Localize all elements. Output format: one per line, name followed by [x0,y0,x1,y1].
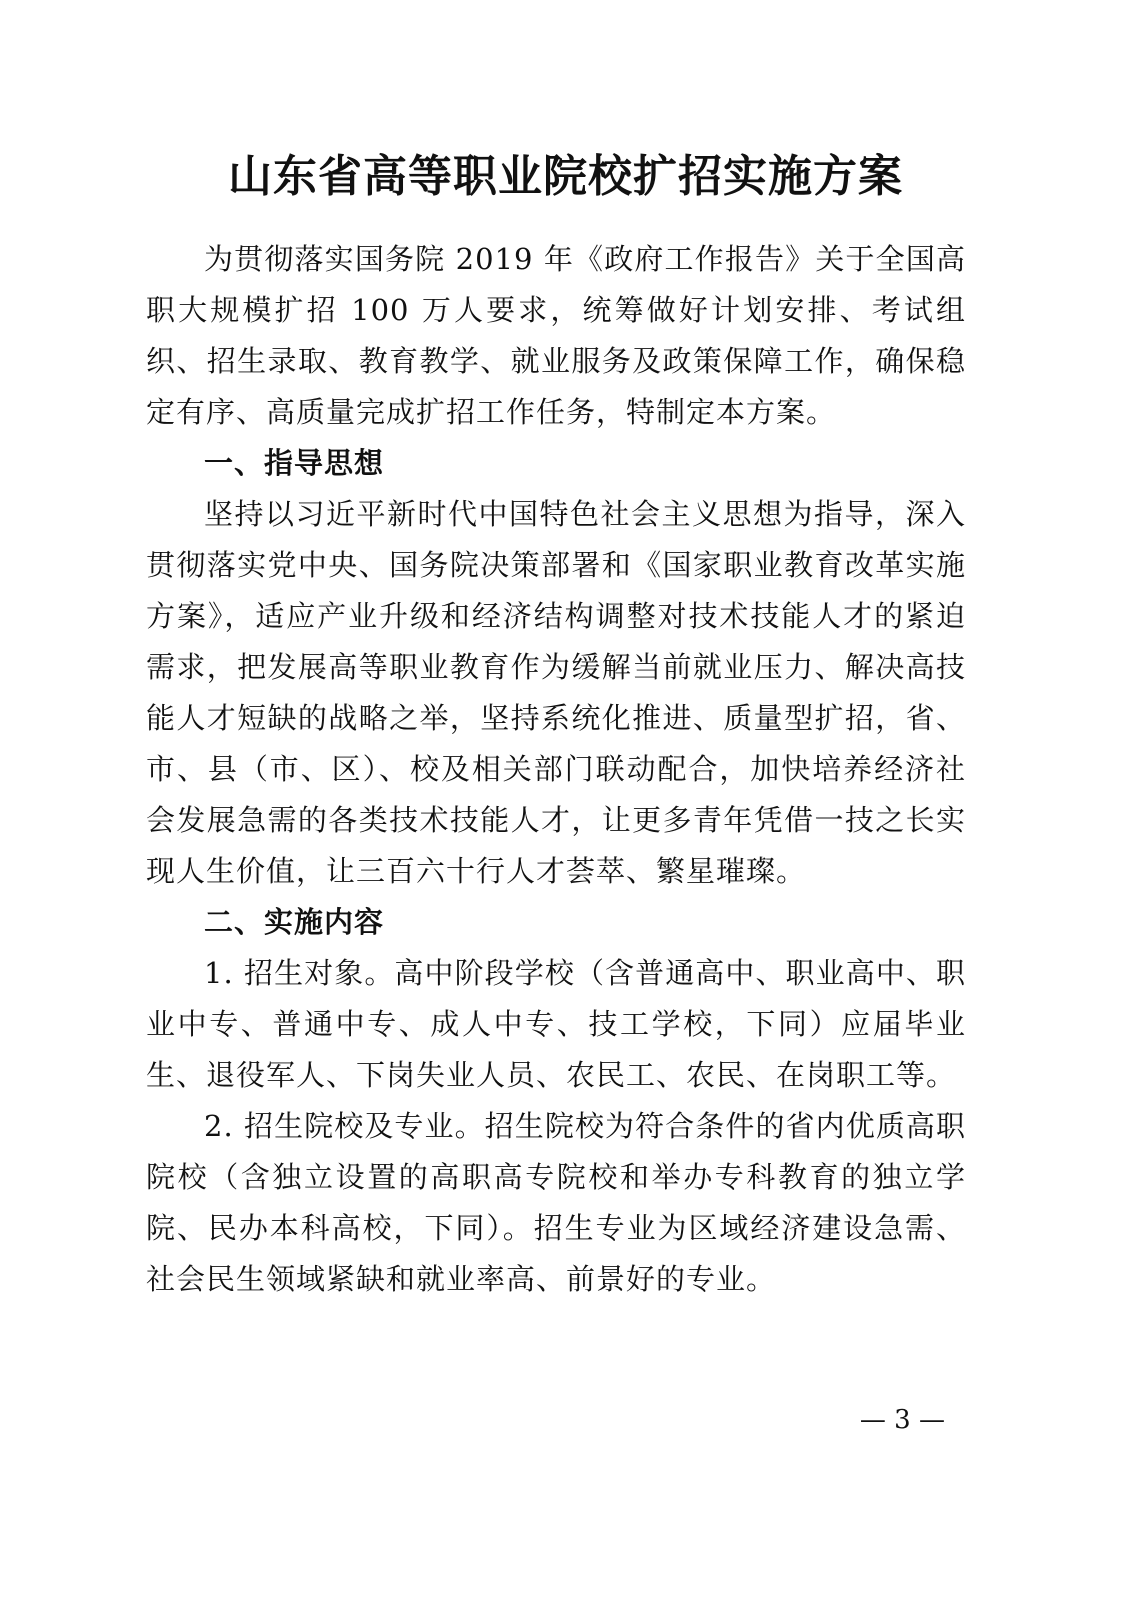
document-title: 山东省高等职业院校扩招实施方案 [228,151,903,203]
section-heading-guiding-ideology: 一、指导思想 [204,446,385,480]
enrollment-target-paragraph: 1. 招生对象。高中阶段学校（含普通高中、职业高中、职业中专、普通中专、成人中专、技工学校，下同）应届毕业生、退役军人、下岗失业人员、农民工、农民、在岗职工等。 [146,956,966,1092]
document-body [146,234,966,1305]
guiding-ideology-paragraph: 坚持以习近平新时代中国特色社会主义思想为指导，深入贯彻落实党中央、国务院决策部署和《国家职业教育改革实施方案》，适应产业升级和经济结构调整对技术技能人才的紧迫需求，把发展高等职业教育作为缓解当前就业压力、解决高技能人才短缺的战略之举，坚持系统化推进、质量型扩招，省、市、县（市、区）、校及相关部门联动配合，加快培养经济社会发展急需的各类技术技能人才，让更多青年凭借一技之长实现人生价值，让三百六十行人才荟萃、繁星璀璨。 [146,497,966,888]
intro-paragraph: 为贯彻落实国务院 2019 年《政府工作报告》关于全国高职大规模扩招 100 万人要求，统筹做好计划安排、考试组织、招生录取、教育教学、就业服务及政策保障工作，确保稳定有序、高质量完成扩招工作任务，特制定本方案。 [146,242,966,429]
institutions-and-majors-paragraph: 2. 招生院校及专业。招生院校为符合条件的省内优质高职院校（含独立设置的高职高专院校和举办专科教育的独立学院、民办本科高校，下同）。招生专业为区域经济建设急需、社会民生领域紧缺和就业率高、前景好的专业。 [146,1109,966,1296]
section-heading-implementation-content: 二、实施内容 [204,905,385,939]
page-number: — 3 — [859,1405,945,1435]
